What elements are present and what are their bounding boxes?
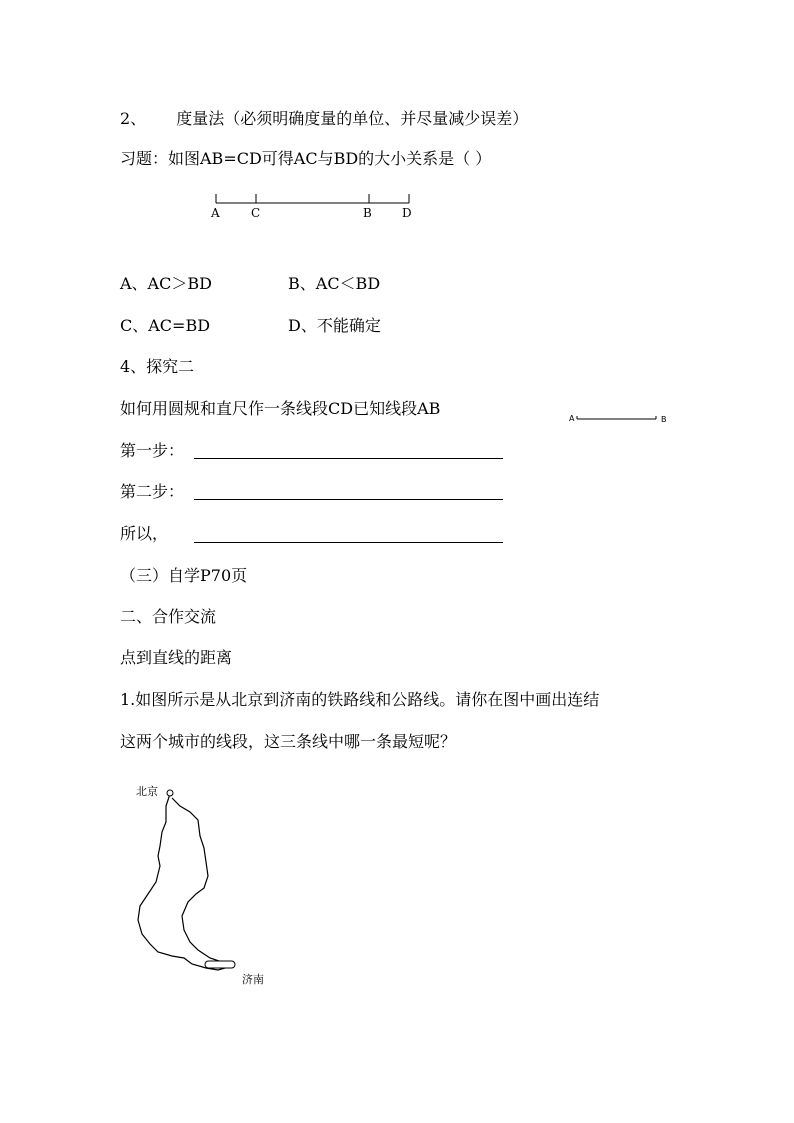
jinan-marker bbox=[205, 961, 235, 968]
railway-route bbox=[138, 794, 232, 970]
step1-label: 第一步： bbox=[120, 441, 185, 460]
point-c-label: C bbox=[251, 206, 261, 220]
conclusion-label: 所以， bbox=[120, 524, 169, 543]
exercise-prompt: 习题：如图AB=CD可得AC与BD的大小关系是（ ） bbox=[120, 149, 492, 168]
highway-route bbox=[172, 798, 234, 964]
segment-ab-label-b: B bbox=[661, 415, 667, 424]
segment-ab-label-a: A bbox=[569, 414, 575, 423]
point-b-label: B bbox=[363, 206, 372, 220]
step2-label: 第二步： bbox=[120, 482, 185, 501]
option-d: D、不能确定 bbox=[288, 316, 381, 335]
option-c: C、AC=BD bbox=[120, 316, 211, 335]
explore-heading: 4、探究二 bbox=[120, 357, 195, 376]
section-number: 2、 bbox=[120, 109, 147, 128]
self-study-heading: （三）自学P70页 bbox=[120, 566, 248, 585]
option-a: A、AC＞BD bbox=[120, 274, 212, 293]
beijing-label: 北京 bbox=[136, 785, 158, 798]
jinan-label: 济南 bbox=[242, 973, 264, 986]
cooperate-heading: 二、合作交流 bbox=[120, 607, 217, 626]
problem1-line2: 这两个城市的线段，这三条线中哪一条最短呢？ bbox=[120, 732, 457, 751]
topic-heading: 点到直线的距离 bbox=[120, 648, 233, 667]
point-a-label: A bbox=[211, 206, 220, 220]
option-b: B、AC＜BD bbox=[288, 274, 381, 293]
section-title: 度量法（必须明确度量的单位、并尽量减少误差） bbox=[176, 109, 529, 128]
problem1-line1: 1.如图所示是从北京到济南的铁路线和公路线。请你在图中画出连结 bbox=[120, 690, 600, 709]
point-d-label: D bbox=[402, 206, 412, 220]
explore-question: 如何用圆规和直尺作一条线段CD已知线段AB bbox=[120, 399, 441, 418]
beijing-marker bbox=[167, 790, 173, 796]
